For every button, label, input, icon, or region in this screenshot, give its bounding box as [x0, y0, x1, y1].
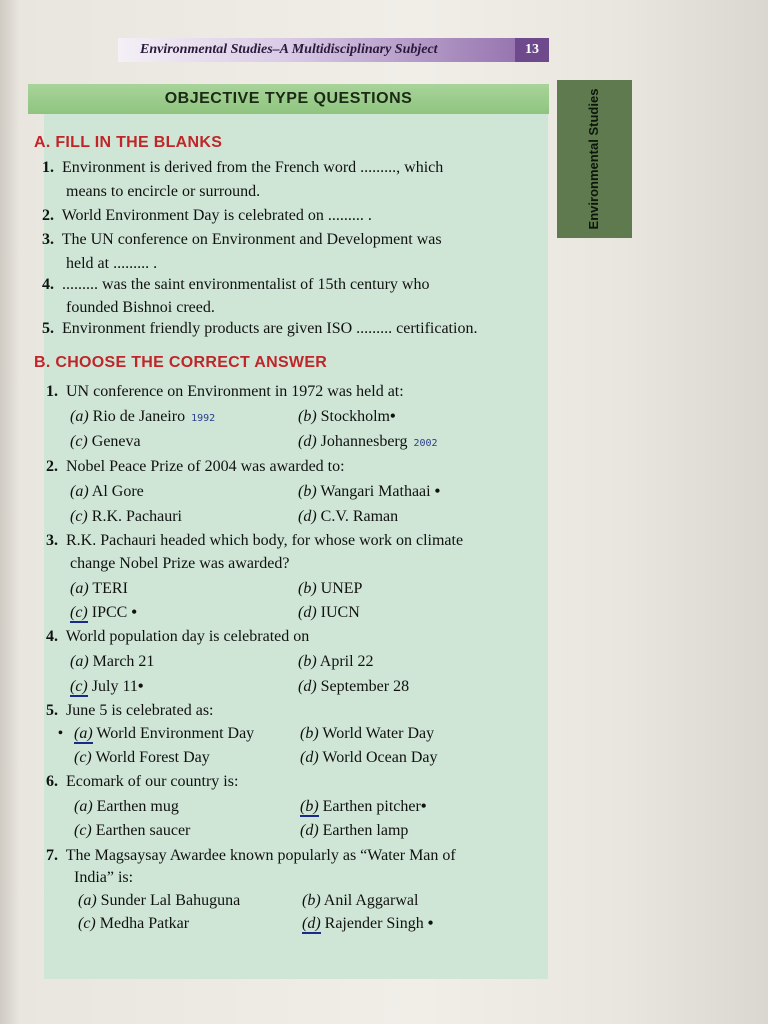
mcq-4-option-c: (c) July 11•	[70, 678, 144, 695]
mcq-3-question-cont: change Nobel Prize was awarded?	[70, 555, 290, 572]
handwritten-note: 2002	[413, 438, 438, 449]
mcq-3-question: 3. R.K. Pachauri headed which body, for whose work on climate	[46, 532, 464, 549]
fill-item-1: 1. Environment is derived from the French word ........., which	[42, 159, 444, 176]
mcq-6-option-c: (c) Earthen saucer	[74, 822, 191, 839]
mcq-2-option-c: (c) R.K. Pachauri	[70, 508, 182, 525]
mcq-7-option-a: (a) Sunder Lal Bahuguna	[78, 892, 241, 909]
mcq-7-option-d: (d) Rajender Singh •	[302, 915, 434, 932]
mcq-5-question: 5. June 5 is celebrated as:	[46, 702, 214, 719]
mcq-4-option-a: (a) March 21	[70, 653, 155, 670]
mcq-5-option-a: (a) World Environment Day	[74, 725, 255, 742]
mcq-2-question: 2. Nobel Peace Prize of 2004 was awarded to:	[46, 458, 345, 475]
running-header	[118, 38, 548, 62]
answer-mark: •	[137, 678, 144, 695]
fill-item-3: 3. The UN conference on Environment and Development was	[42, 231, 442, 248]
section-a-heading: A. FILL IN THE BLANKS	[34, 134, 223, 151]
running-title: Environmental Studies–A Multidisciplinary Subject	[140, 42, 438, 57]
fill-item-4: 4. ......... was the saint environmentalist of 15th century who	[42, 276, 430, 293]
section-b-heading: B. CHOOSE THE CORRECT ANSWER	[34, 354, 328, 371]
mcq-2-option-a: (a) Al Gore	[70, 483, 144, 500]
fill-item-5: 5. Environment friendly products are given ISO ......... certification.	[42, 320, 478, 337]
page-number: 13	[515, 38, 549, 62]
handwritten-note: 1992	[191, 413, 216, 424]
mcq-3-option-d: (d) IUCN	[298, 604, 360, 621]
mcq-1-option-a: (a) Rio de Janeiro 1992	[70, 408, 216, 425]
mcq-7-question: 7. The Magsaysay Awardee known popularly as “Water Man of	[46, 847, 456, 864]
fill-item-3-cont: held at ......... .	[66, 255, 158, 272]
mcq-6-option-b: (b) Earthen pitcher•	[300, 798, 427, 815]
mcq-4-option-b: (b) April 22	[298, 653, 374, 670]
side-tab-label: Environmental Studies	[586, 88, 601, 230]
answer-mark: •	[420, 798, 427, 815]
mcq-7-question-cont: India” is:	[74, 869, 134, 886]
mcq-6-option-a: (a) Earthen mug	[74, 798, 179, 815]
mcq-1-question: 1. UN conference on Environment in 1972 was held at:	[46, 383, 404, 400]
mcq-1-option-d: (d) Johannesberg 2002	[298, 433, 438, 450]
answer-mark: •	[427, 915, 434, 932]
answer-mark: •	[58, 726, 63, 741]
mcq-3-option-b: (b) UNEP	[298, 580, 363, 597]
fill-item-1-cont: means to encircle or surround.	[66, 183, 261, 200]
mcq-4-option-d: (d) September 28	[298, 678, 410, 695]
mcq-2-option-b: (b) Wangari Mathaai •	[298, 483, 441, 500]
mcq-6-option-d: (d) Earthen lamp	[300, 822, 409, 839]
mcq-3-option-c: (c) IPCC •	[70, 604, 137, 621]
mcq-5-option-b: (b) World Water Day	[300, 725, 435, 742]
fill-item-2: 2. World Environment Day is celebrated on ......... .	[42, 207, 372, 224]
mcq-7-option-c: (c) Medha Patkar	[78, 915, 190, 932]
page-title: OBJECTIVE TYPE QUESTIONS	[28, 84, 549, 114]
answer-mark: •	[434, 483, 441, 500]
mcq-5-option-c: (c) World Forest Day	[74, 749, 210, 766]
mcq-4-question: 4. World population day is celebrated on	[46, 628, 310, 645]
mcq-5-option-d: (d) World Ocean Day	[300, 749, 438, 766]
mcq-7-option-b: (b) Anil Aggarwal	[302, 892, 419, 909]
answer-mark: •	[131, 604, 137, 621]
answer-mark: •	[390, 408, 396, 425]
mcq-1-option-c: (c) Geneva	[70, 433, 141, 450]
fill-item-4-cont: founded Bishnoi creed.	[66, 299, 215, 316]
mcq-1-option-b: (b) Stockholm•	[298, 408, 396, 425]
mcq-2-option-d: (d) C.V. Raman	[298, 508, 399, 525]
mcq-3-option-a: (a) TERI	[70, 580, 128, 597]
mcq-6-question: 6. Ecomark of our country is:	[46, 773, 239, 790]
